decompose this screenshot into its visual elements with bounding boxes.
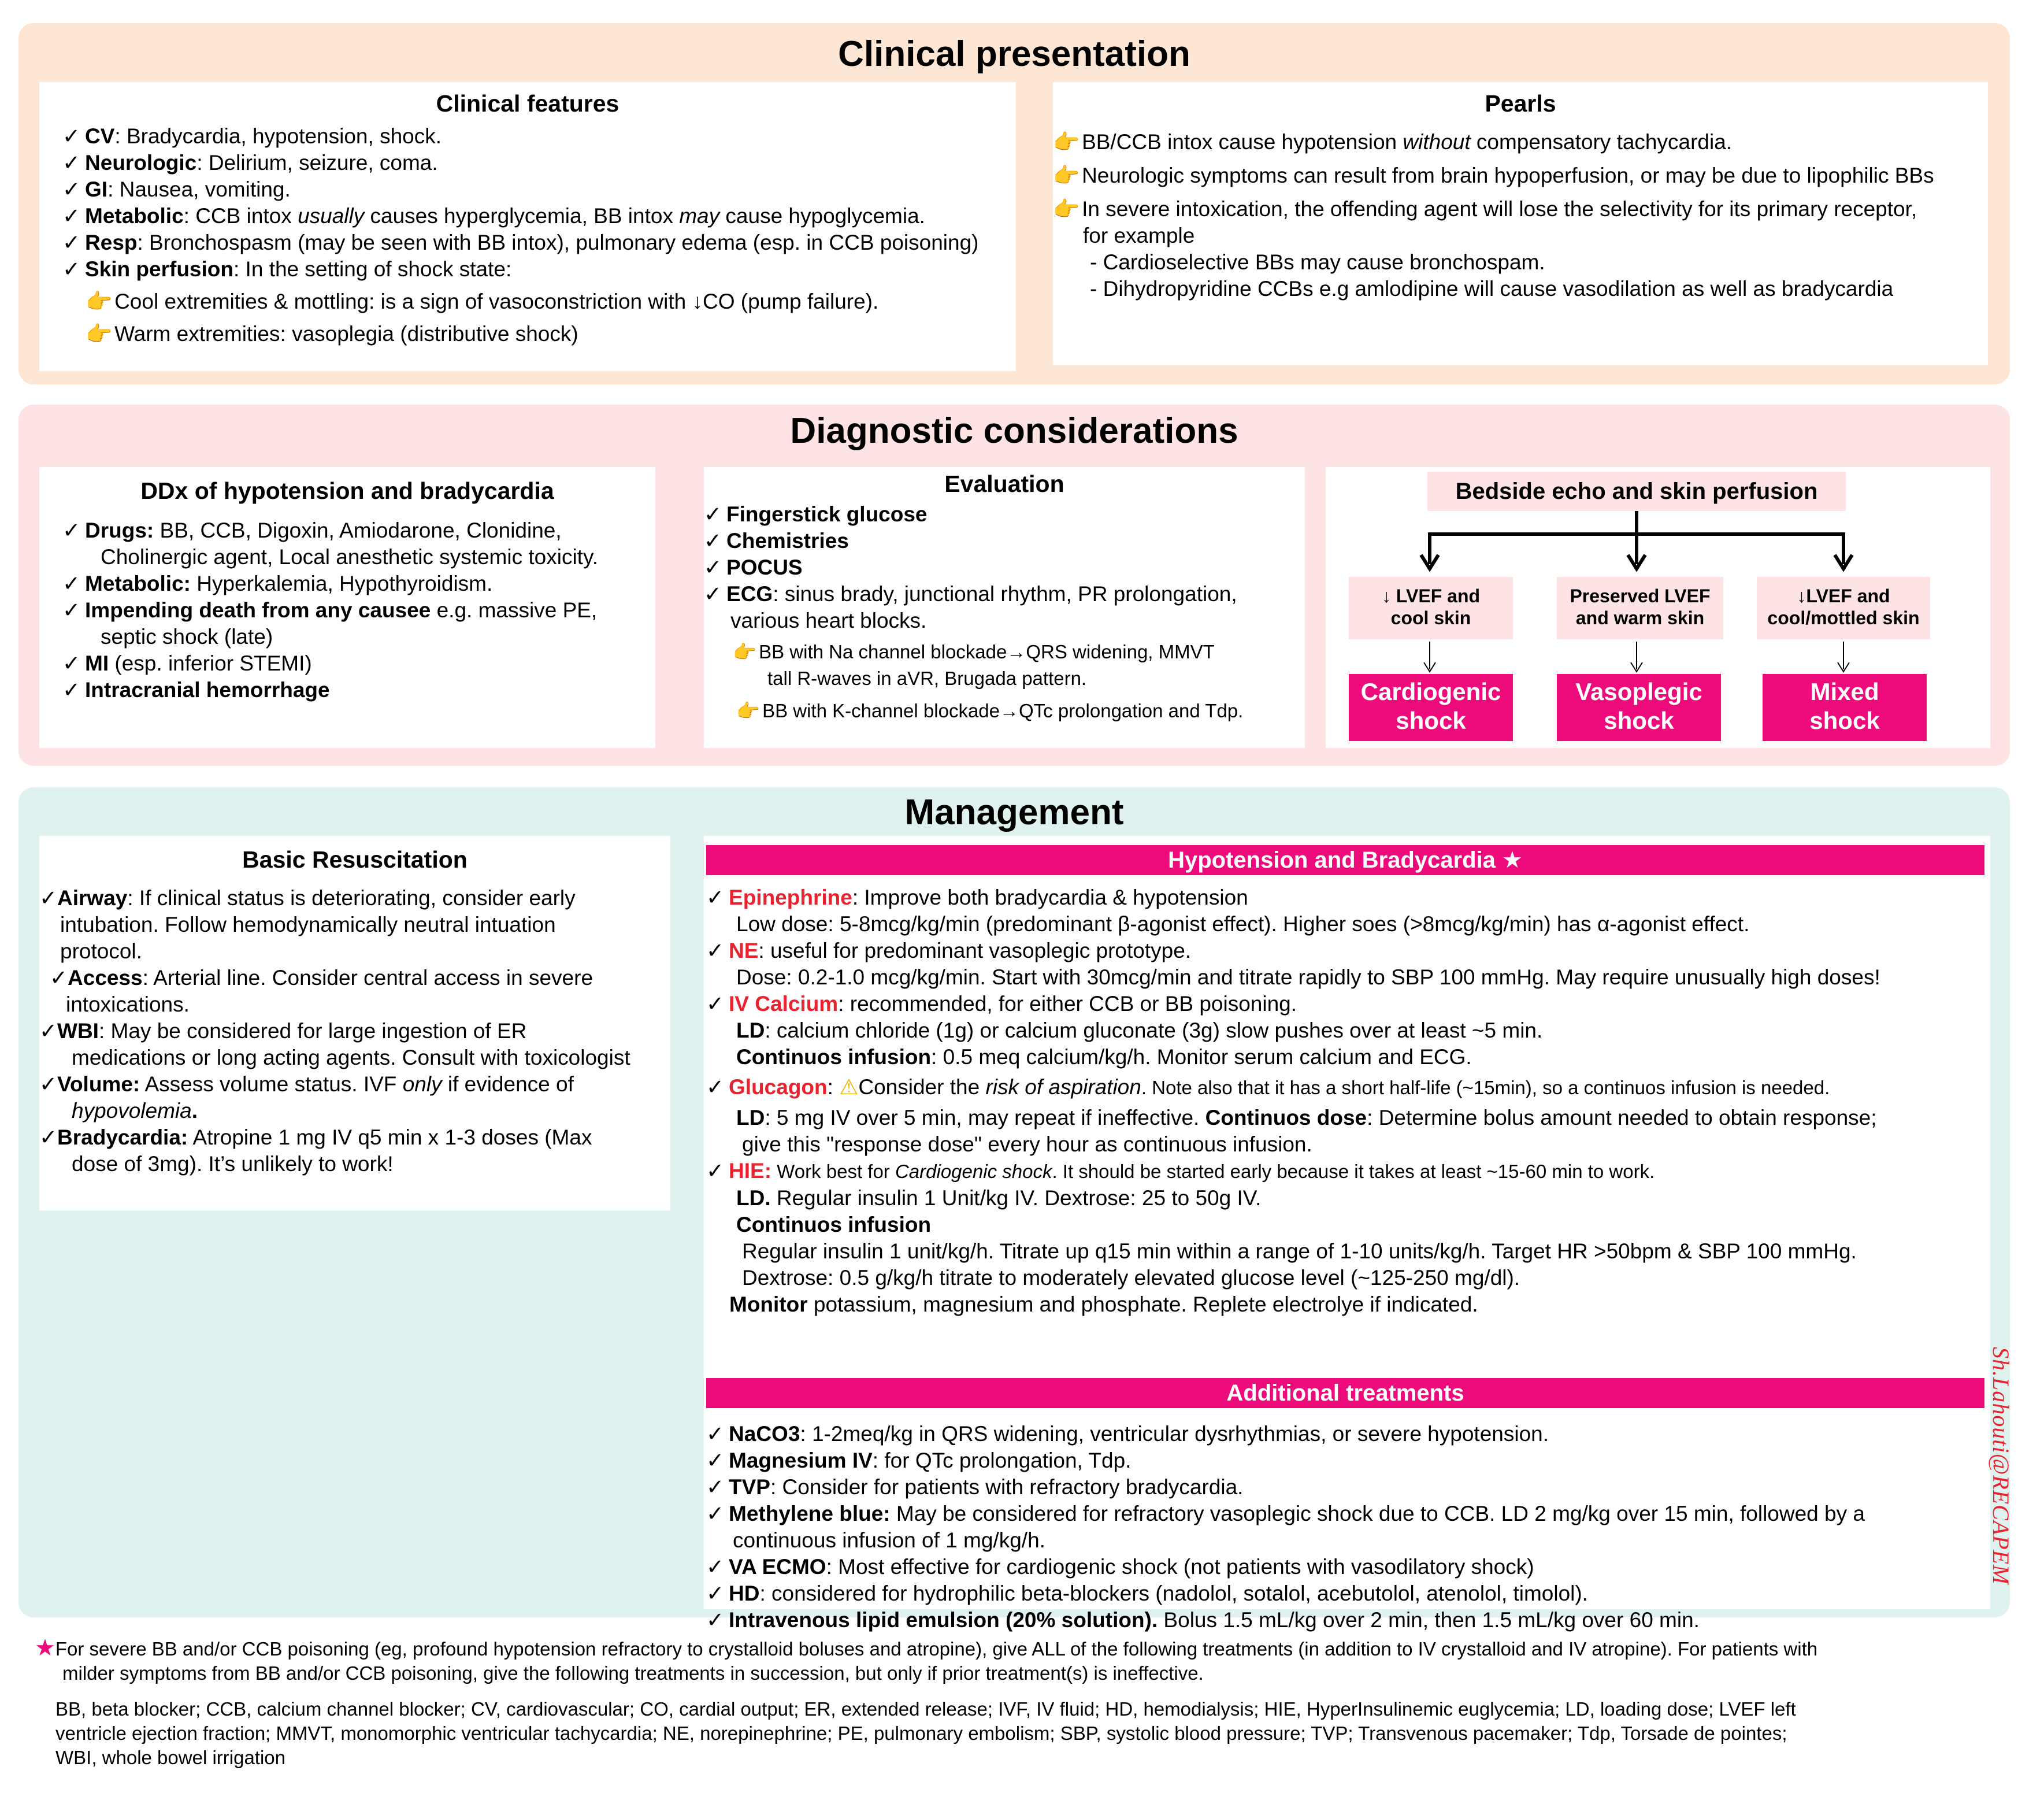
cardiogenic-shock-box: Cardiogenic shock xyxy=(1349,674,1513,741)
basic-wbi: ✓WBI: May be considered for large ingestion of ER xyxy=(39,1019,527,1043)
basic-wbi-2: medications or long acting agents. Consult with toxicologist xyxy=(72,1046,630,1069)
feature-skin: ✓ Skin perfusion: In the setting of shock state: xyxy=(62,257,512,281)
echo-branch-preserved-warm: Preserved LVEF and warm skin xyxy=(1557,577,1723,639)
footnote-star: ★For severe BB and/or CCB poisoning (eg, profound hypotension refractory to crystalloid boluses and atropine), give ALL of the following treatments (in addition to IV crystalloid and IV atropine). For patients with xyxy=(35,1635,1818,1661)
pearl-3: 👉 In severe intoxication, the offending agent will lose the selectivity for its primary receptor, xyxy=(1053,197,1917,221)
tx-hie-insulin: Regular insulin 1 unit/kg/h. Titrate up q15 min within a range of 1-10 units/kg/h. Target HR >50bpm & SBP 100 mmHg. xyxy=(742,1239,1857,1263)
basic-resus-card xyxy=(39,836,670,1210)
evaluation-title: Evaluation xyxy=(944,471,1064,497)
ddx-drugs-cont: Cholinergic agent, Local anesthetic systemic toxicity. xyxy=(101,545,598,569)
pearl-2: 👉 Neurologic symptoms can result from brain hypoperfusion, or may be due to lipophilic BBs xyxy=(1053,164,1934,187)
warning-icon: ⚠ xyxy=(839,1075,859,1099)
ddx-drugs: ✓ Drugs: BB, CCB, Digoxin, Amiodarone, Clonidine, xyxy=(62,518,562,542)
tx-hie-monitor: Monitor potassium, magnesium and phosphate. Replete electrolye if indicated. xyxy=(729,1292,1478,1316)
footnote-star-cont: milder symptoms from BB and/or CCB poisoning, give the following treatments in succession, but only if prior treatment(s) is ineffective. xyxy=(62,1662,1204,1684)
evaluation-card xyxy=(704,467,1305,748)
additional-list xyxy=(706,1421,1983,1634)
pearl-4: - Cardioselective BBs may cause bronchospam. xyxy=(1090,250,1545,274)
eval-chem: ✓ Chemistries xyxy=(704,529,849,553)
pointing-hand-icon: 👉 xyxy=(86,322,113,346)
treatment-card xyxy=(704,836,1990,1632)
diagnostic-title: Diagnostic considerations xyxy=(790,411,1238,451)
pearl-3b: for example xyxy=(1083,224,1195,247)
additional-treatments-bar: Additional treatments xyxy=(706,1378,1984,1408)
feature-metabolic: ✓ Metabolic: CCB intox usually causes hyperglycemia, BB intox may cause hypoglycemia. xyxy=(62,204,925,228)
echo-branch-lvef-mottled: ↓LVEF and cool/mottled skin xyxy=(1757,577,1930,639)
pointing-hand-icon: 👉 xyxy=(1053,130,1080,154)
feature-resp: ✓ Resp: Bronchospasm (may be seen with BB intox), pulmonary edema (esp. in CCB poisoning) xyxy=(62,231,979,254)
tx-epinephrine: ✓ Epinephrine: Improve both bradycardia & hypotension xyxy=(706,886,1248,909)
pearls-title: Pearls xyxy=(1485,90,1556,117)
tx-glucagon-ld: LD: 5 mg IV over 5 min, may repeat if ineffective. Continuos dose: Determine bolus amount needed to obtain response; xyxy=(736,1106,1877,1129)
feature-cv: ✓ CV: Bradycardia, hypotension, shock. xyxy=(62,124,442,148)
tx-ne: ✓ NE: useful for predominant vasoplegic prototype. xyxy=(706,939,1192,962)
echo-title: Bedside echo and skin perfusion xyxy=(1427,472,1846,511)
tx-calcium: ✓ IV Calcium: recommended, for either CCB or BB poisoning. xyxy=(706,992,1297,1016)
tx-hd: ✓ HD: considered for hydrophilic beta-blockers (nadolol, sotalol, acebutolol, atenolol, timolol). xyxy=(706,1582,1588,1605)
ddx-title: DDx of hypotension and bradycardia xyxy=(140,477,554,504)
hypo-list xyxy=(706,884,1983,1318)
ddx-metabolic: ✓ Metabolic: Hyperkalemia, Hypothyroidism. xyxy=(62,572,493,595)
feature-neuro: ✓ Neurologic: Delirium, seizure, coma. xyxy=(62,151,438,175)
pointing-hand-icon: 👉 xyxy=(1053,164,1080,187)
abbreviations-3: WBI, whole bowel irrigation xyxy=(55,1747,285,1768)
pearl-1: 👉 BB/CCB intox cause hypotension without compensatory tachycardia. xyxy=(1053,130,1733,154)
diagnostic-section xyxy=(18,405,2010,766)
echo-card xyxy=(1326,467,1990,748)
ddx-death-cont: septic shock (late) xyxy=(101,625,273,649)
star-icon: ★ xyxy=(35,1635,55,1661)
eval-na-cont: tall R-waves in aVR, Brugada pattern. xyxy=(767,668,1087,689)
eval-ecg: ✓ ECG: sinus brady, junctional rhythm, PR prolongation, xyxy=(704,582,1237,606)
management-section xyxy=(18,787,2010,1632)
tx-glucagon-resp: give this "response dose" every hour as continuous infusion. xyxy=(742,1132,1312,1156)
tx-hie-ld: LD. Regular insulin 1 Unit/kg IV. Dextrose: 25 to 50g IV. xyxy=(736,1186,1262,1210)
tx-hie: ✓ HIE: Work best for Cardiogenic shock. It should be started early because it takes at least ~15-60 min to work. xyxy=(706,1159,1655,1183)
pearl-5: - Dihydropyridine CCBs e.g amlodipine will cause vasodilation as well as bradycardia xyxy=(1090,277,1894,301)
tx-hie-ci: Continuos infusion xyxy=(736,1213,932,1236)
tx-methylene-blue: ✓ Methylene blue: May be considered for refractory vasoplegic shock due to CCB. LD 2 mg/kg over 15 min, followed by a xyxy=(706,1502,1865,1525)
pointing-hand-icon: 👉 xyxy=(86,290,113,313)
tx-lipid: ✓ Intravenous lipid emulsion (20% solution). Bolus 1.5 mL/kg over 2 min, then 1.5 mL/kg over 60 min. xyxy=(706,1608,1700,1632)
tx-ne-dose: Dose: 0.2-1.0 mcg/kg/min. Start with 30mcg/min and titrate rapidly to SBP 100 mmHg. May require unusually high doses! xyxy=(736,965,1880,989)
basic-airway-2: intubation. Follow hemodynamically neutral intuation xyxy=(60,913,556,936)
pointing-hand-icon: 👉 xyxy=(1053,197,1080,221)
vasoplegic-shock-box: Vasoplegic shock xyxy=(1557,674,1721,741)
tx-magnesium: ✓ Magnesium IV: for QTc prolongation, Tdp. xyxy=(706,1449,1132,1472)
basic-access-2: intoxications. xyxy=(66,992,190,1016)
basic-airway-3: protocol. xyxy=(60,939,142,963)
management-title: Management xyxy=(904,792,1124,832)
ddx-ich: ✓ Intracranial hemorrhage xyxy=(62,678,330,702)
basic-volume: ✓Volume: Assess volume status. IVF only if evidence of xyxy=(39,1072,574,1096)
clinical-features-card xyxy=(39,82,1016,371)
tx-tvp: ✓ TVP: Consider for patients with refractory bradycardia. xyxy=(706,1475,1244,1499)
echo-branch-lvef-cool: ↓ LVEF and cool skin xyxy=(1349,577,1513,639)
tx-calcium-ci: Continuos infusion: 0.5 meq calcium/kg/h. Monitor serum calcium and ECG. xyxy=(736,1045,1472,1069)
feature-gi: ✓ GI: Nausea, vomiting. xyxy=(62,177,291,201)
clinical-features-title: Clinical features xyxy=(436,90,619,117)
tx-hie-dextrose: Dextrose: 0.5 g/kg/h titrate to moderately elevated glucose level (~125-250 mg/dl). xyxy=(742,1266,1520,1290)
ddx-death: ✓ Impending death from any causee e.g. massive PE, xyxy=(62,598,598,622)
feature-skin-warm: 👉 Warm extremities: vasoplegia (distributive shock) xyxy=(86,322,578,346)
star-icon: ★ xyxy=(1502,847,1523,873)
pointing-hand-icon: 👉 xyxy=(736,700,761,721)
eval-pocus: ✓ POCUS xyxy=(704,555,803,579)
feature-skin-cool: 👉 Cool extremities & mottling: is a sign of vasoconstriction with ↓CO (pump failure). xyxy=(86,290,879,313)
abbreviations-2: ventricle ejection fraction; MMVT, monomorphic ventricular tachycardia; NE, norepinephrine; PE, pulmonary embolism; SBP, systolic blood pressure; TVP; Transvenous pacemaker; Tdp, Torsade de pointes; xyxy=(55,1723,1787,1744)
basic-volume-2: hypovolemia. xyxy=(72,1099,198,1123)
basic-airway: ✓Airway: If clinical status is deteriorating, consider early xyxy=(39,886,576,910)
hypotension-bradycardia-bar: Hypotension and Bradycardia ★ xyxy=(706,845,1984,875)
eval-na: 👉 BB with Na channel blockade→QRS widening, MMVT xyxy=(733,641,1215,662)
basic-resus-title: Basic Resuscitation xyxy=(242,846,468,873)
tx-methylene-blue-2: continuous infusion of 1 mg/kg/h. xyxy=(733,1528,1045,1552)
eval-k: 👉 BB with K-channel blockade→QTc prolongation and Tdp. xyxy=(736,700,1244,721)
basic-brady-2: dose of 3mg). It’s unlikely to work! xyxy=(72,1152,394,1176)
pearls-card xyxy=(1053,82,1988,365)
author-signature: Sh.Lahouti@RECAPEM xyxy=(1988,1347,2014,1585)
tx-naco3: ✓ NaCO3: 1-2meq/kg in QRS widening, ventricular dysrhythmias, or severe hypotension. xyxy=(706,1422,1549,1446)
tx-calcium-ld: LD: calcium chloride (1g) or calcium gluconate (3g) slow pushes over at least ~5 min. xyxy=(736,1018,1543,1042)
clinical-section xyxy=(18,23,2010,384)
ddx-mi: ✓ MI (esp. inferior STEMI) xyxy=(62,651,312,675)
tx-ecmo: ✓ VA ECMO: Most effective for cardiogenic shock (not patients with vasodilatory shock) xyxy=(706,1555,1534,1579)
basic-access: ✓Access: Arterial line. Consider central access in severe xyxy=(50,966,593,990)
clinical-title: Clinical presentation xyxy=(838,34,1190,74)
footer xyxy=(35,1636,2011,1770)
mixed-shock-box: Mixed shock xyxy=(1763,674,1927,741)
ddx-card xyxy=(39,467,655,748)
eval-glucose: ✓ Fingerstick glucose xyxy=(704,502,928,526)
tx-glucagon: ✓ Glucagon: ⚠Consider the risk of aspiration. Note also that it has a short half-life (~15min), so a continuos infusion is needed. xyxy=(706,1075,1830,1099)
eval-ecg-cont: various heart blocks. xyxy=(730,609,927,632)
pointing-hand-icon: 👉 xyxy=(733,641,757,662)
abbreviations-1: BB, beta blocker; CCB, calcium channel blocker; CV, cardiovascular; CO, cardial output; ER, extended release; IVF, IV fluid; HD, hemodialysis; HIE, HyperInsulinemic euglycemia; LD, loading dose; LVEF left xyxy=(55,1698,1796,1720)
basic-brady: ✓Bradycardia: Atropine 1 mg IV q5 min x 1-3 doses (Max xyxy=(39,1125,592,1149)
tx-epinephrine-dose: Low dose: 5-8mcg/kg/min (predominant β-agonist effect). Higher soes (>8mcg/kg/min) has α-agonist effect. xyxy=(736,912,1750,936)
